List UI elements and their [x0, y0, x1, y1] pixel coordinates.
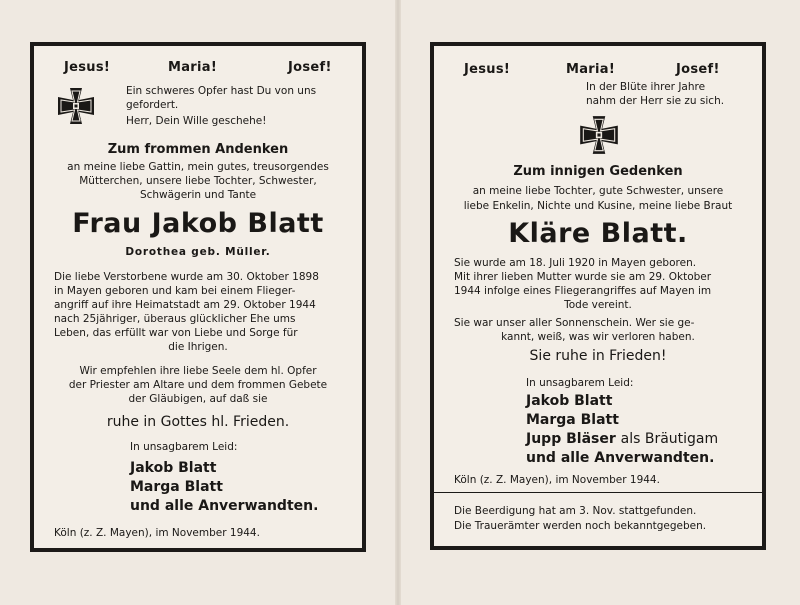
mourner-2: Marga Blatt [130, 479, 223, 495]
fiance-suffix: als Bräutigam [620, 431, 719, 447]
sunshine-line-1: Sie war unser aller Sonnenschein. Wer sie ge- [454, 317, 695, 329]
intro-line-1: an meine liebe Gattin, mein gutes, treusorgendes [67, 161, 329, 173]
memorial-card-right [430, 42, 766, 550]
iron-cross-icon [576, 112, 622, 158]
mourner-2: Marga Blatt [526, 412, 619, 428]
verse-line-1: Ein schweres Opfer hast Du von uns [126, 85, 317, 97]
iron-cross-icon [54, 84, 98, 128]
memorial-card-left [30, 42, 366, 552]
bio-line-4: Tode vereint. [564, 299, 632, 311]
bio-line-1: Sie wurde am 18. Juli 1920 in Mayen geboren. [454, 257, 697, 269]
recommend-line-3: der Gläubigen, auf daß sie [128, 393, 268, 405]
intro-line-1: an meine liebe Tochter, gute Schwester, unsere [472, 185, 724, 197]
heading: Zum frommen Andenken [107, 142, 289, 157]
bio-line-2: in Mayen geboren und kam bei einem Flieger- [54, 285, 296, 297]
bio-line-2: Mit ihrer lieben Mutter wurde sie am 29. Oktober [454, 271, 712, 283]
verse-line-2: gefordert. [126, 99, 179, 111]
bio-line-4: nach 25jähriger, überaus glücklicher Ehe ums [54, 313, 296, 325]
place-date: Köln (z. Z. Mayen), im November 1944. [54, 527, 260, 539]
verse-line-2: nahm der Herr sie zu sich. [586, 95, 725, 107]
divider [434, 492, 762, 493]
heading: Zum innigen Gedenken [513, 164, 683, 179]
verse-line-1: In der Blüte ihrer Jahre [586, 81, 706, 93]
recommend-line-2: der Priester am Altare und dem frommen Gebete [68, 379, 328, 391]
bio-line-3: 1944 infolge eines Fliegerangriffes auf Mayen im [454, 285, 712, 297]
grief-label: In unsagbarem Leid: [526, 377, 634, 389]
invocation-jesus: Jesus! [64, 60, 111, 75]
invocation-jesus: Jesus! [464, 62, 511, 77]
bio-line-1: Die liebe Verstorbene wurde am 30. Oktober 1898 [54, 271, 319, 283]
deceased-name: Kläre Blatt. [508, 218, 688, 249]
notice-line-2: Die Trauerämter werden noch bekanntgegeben. [454, 520, 707, 532]
bio-line-6: die Ihrigen. [168, 341, 228, 353]
recommend-line-1: Wir empfehlen ihre liebe Seele dem hl. Opfer [79, 365, 317, 377]
mourner-1: Jakob Blatt [130, 460, 217, 476]
mourner-3: und alle Anverwandten. [130, 498, 319, 514]
bio-line-3: angriff auf ihre Heimatstadt am 29. Oktober 1944 [54, 299, 316, 311]
rest-line: Sie ruhe in Frieden! [529, 348, 667, 364]
mourner-1: Jakob Blatt [526, 393, 613, 409]
sunshine-line-2: kannt, weiß, was wir verloren haben. [501, 331, 695, 343]
intro-line-2: liebe Enkelin, Nichte und Kusine, meine liebe Braut [463, 200, 733, 212]
maiden-name: Dorothea geb. Müller. [125, 246, 271, 258]
invocation-josef: Josef! [676, 62, 720, 77]
invocation-maria: Maria! [168, 60, 218, 75]
mourner-4: und alle Anverwandten. [526, 450, 715, 466]
cross-year-text: 1939 [80, 116, 93, 122]
deceased-name: Frau Jakob Blatt [72, 208, 324, 239]
intro-line-3: Schwägerin und Tante [139, 189, 257, 201]
fiance-name: Jupp Bläser [526, 431, 616, 447]
cross-year-text: 1939 [603, 145, 617, 152]
page-fold [395, 0, 401, 605]
grief-label: In unsagbarem Leid: [130, 441, 238, 453]
rest-line: ruhe in Gottes hl. Frieden. [106, 414, 290, 430]
place-date: Köln (z. Z. Mayen), im November 1944. [454, 474, 660, 486]
mourner-3 [526, 430, 718, 449]
intro-line-2: Mütterchen, unsere liebe Tochter, Schwester, [79, 175, 317, 187]
invocation-josef: Josef! [288, 60, 332, 75]
verse-line-3: Herr, Dein Wille geschehe! [126, 115, 267, 127]
notice-line-1: Die Beerdigung hat am 3. Nov. stattgefunden. [454, 505, 697, 517]
invocation-maria: Maria! [566, 62, 616, 77]
bio-line-5: Leben, das erfüllt war von Liebe und Sorge für [54, 327, 298, 339]
